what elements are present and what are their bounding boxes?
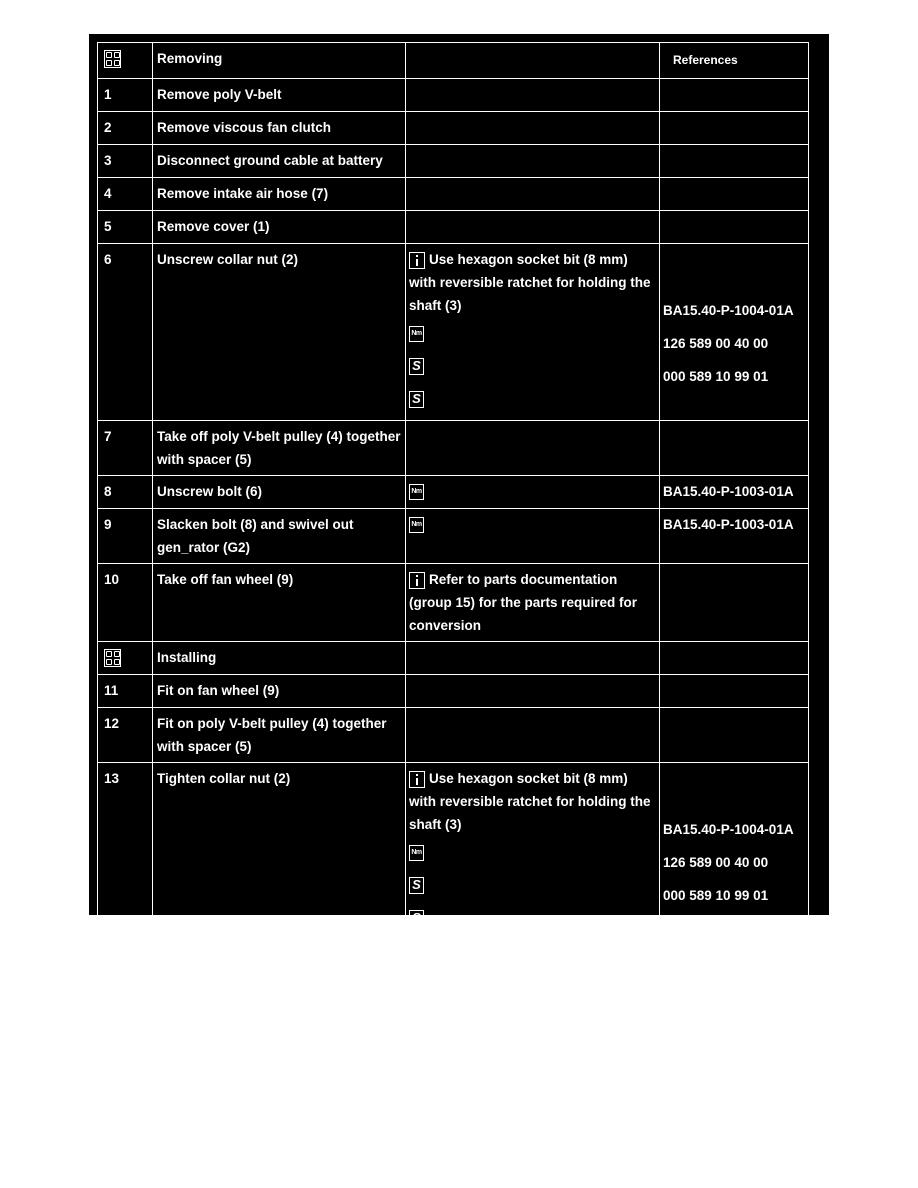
step-number: 4	[98, 178, 153, 211]
table-row	[98, 509, 809, 564]
section-icon	[104, 50, 121, 68]
step-number: 1	[98, 79, 153, 112]
reference-tool: 126 589 00 40 00	[663, 336, 769, 351]
section-icon	[104, 649, 121, 667]
table-row-step-6	[98, 244, 809, 421]
step-text: Install in the reverse order	[153, 940, 406, 976]
reference-torque: BA15.40-P-1004-01A	[663, 303, 794, 318]
step-text: Disconnect ground cable at battery	[153, 145, 406, 178]
step-text: Slacken bolt (8) and swivel out gen_rator (G2)	[153, 509, 406, 564]
special-tool-icon: S	[409, 358, 424, 375]
step-note: Use hexagon socket bit (8 mm) with reversible ratchet for holding the shaft (3)	[409, 252, 651, 313]
table-row	[98, 421, 809, 476]
step-text: Take off poly V-belt pulley (4) together with spacer (5)	[153, 421, 406, 476]
info-icon	[409, 252, 425, 269]
step-text: Remove poly V-belt	[153, 79, 406, 112]
step-text: Tighten collar nut (2)	[153, 763, 406, 940]
references-header: References	[673, 53, 738, 67]
reference-tool: 000 589 10 99 01	[663, 888, 769, 903]
torque-icon: Nm	[409, 326, 424, 342]
special-tool-icon: S	[409, 391, 424, 408]
step-note: Use hexagon socket bit (8 mm) with reversible ratchet for holding the shaft (3)	[409, 771, 651, 832]
special-tool-icon: S	[409, 910, 424, 927]
torque-icon: Nm	[409, 517, 424, 533]
section-title-removing: Removing	[157, 51, 223, 66]
table-row	[98, 708, 809, 763]
section-header-row	[98, 642, 809, 675]
step-text: Unscrew collar nut (2)	[153, 244, 406, 421]
step-note: Refer to parts documentation (group 15) for the parts required for conversion	[409, 572, 638, 633]
info-icon	[409, 572, 425, 589]
table-row	[98, 564, 809, 642]
step-text: Take off fan wheel (9)	[153, 564, 406, 642]
step-text: Remove cover (1)	[153, 211, 406, 244]
table-row	[98, 112, 809, 145]
table-row	[98, 675, 809, 708]
reference-torque: BA15.40-P-1003-01A	[660, 509, 809, 564]
step-text: Remove viscous fan clutch	[153, 112, 406, 145]
step-number: 9	[98, 509, 153, 564]
table-row	[98, 476, 809, 509]
step-number: 3	[98, 145, 153, 178]
step-number: 5	[98, 211, 153, 244]
info-icon	[409, 771, 425, 788]
step-text: Unscrew bolt (6)	[153, 476, 406, 509]
step-text: Fit on fan wheel (9)	[153, 675, 406, 708]
torque-icon: Nm	[409, 484, 424, 500]
special-tool-icon: S	[409, 877, 424, 894]
step-number: 14	[98, 940, 153, 976]
reference-tool: 126 589 00 40 00	[663, 855, 769, 870]
step-number: 12	[98, 708, 153, 763]
step-text: Remove intake air hose (7)	[153, 178, 406, 211]
section-title-installing: Installing	[153, 642, 406, 675]
step-number: 10	[98, 564, 153, 642]
table-row	[98, 211, 809, 244]
step-number: 8	[98, 476, 153, 509]
step-number: 13	[98, 763, 153, 940]
table-row	[98, 145, 809, 178]
table-header-row	[98, 43, 809, 79]
step-number: 7	[98, 421, 153, 476]
procedure-table	[97, 42, 809, 976]
table-row	[98, 79, 809, 112]
procedure-sheet	[89, 34, 829, 963]
table-row	[98, 178, 809, 211]
step-number: 2	[98, 112, 153, 145]
step-number: 6	[98, 244, 153, 421]
step-text: Fit on poly V-belt pulley (4) together with spacer (5)	[153, 708, 406, 763]
reference-torque: BA15.40-P-1004-01A	[663, 822, 794, 837]
reference-tool: 000 589 10 99 01	[663, 369, 769, 384]
table-row-step-13	[98, 763, 809, 940]
step-number: 11	[98, 675, 153, 708]
reference-torque: BA15.40-P-1003-01A	[660, 476, 809, 509]
table-row	[98, 940, 809, 976]
torque-icon: Nm	[409, 845, 424, 861]
